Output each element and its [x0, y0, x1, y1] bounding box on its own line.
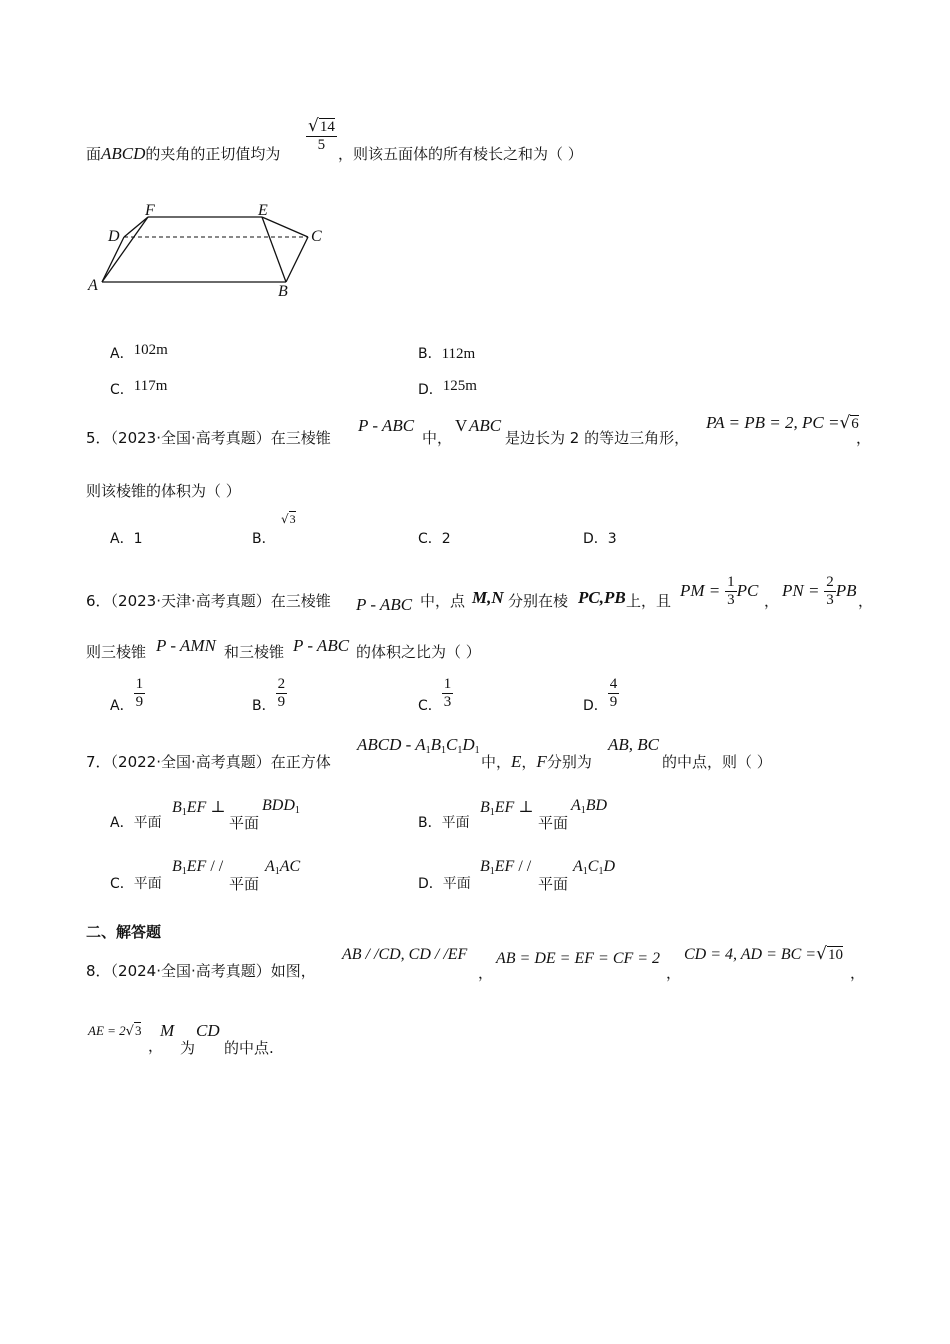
- q7-c-math2: $A_1AC$: [265, 858, 301, 877]
- q5-option-a[interactable]: A．1: [110, 531, 143, 547]
- q4-fraction: [306, 118, 337, 154]
- q4-math-abcd: ABCD: [101, 144, 146, 163]
- q8-math-cd: CD: [196, 1021, 220, 1040]
- q6-math-pn: PN = $\frac{2}{3}$ PB: [782, 574, 857, 608]
- label-c: C: [311, 228, 322, 245]
- q7-d-math2: $A_1C_1D$: [573, 858, 616, 877]
- q7-option-d[interactable]: D．平面: [418, 876, 471, 892]
- q8-stem-line1: 8．（2024·全国·高考真题）如图，: [86, 962, 316, 980]
- q5-math-pa-pb-pc: PA = PB = 2, PC =√6: [706, 413, 859, 433]
- q4-text-a: 面: [86, 145, 102, 163]
- q5-option-b-value: √3: [281, 512, 296, 526]
- q6-stem-line1: 6．（2023·天津·高考真题）在三棱锥: [86, 592, 331, 610]
- sqrt-icon: √: [839, 413, 851, 433]
- q8-math-m: M: [160, 1021, 175, 1040]
- q5-option-b[interactable]: B．: [252, 531, 276, 547]
- q7-a-math2: $BDD_1$: [262, 797, 300, 816]
- triangle-icon: V: [455, 416, 468, 435]
- q6-math-pm: PM = $\frac{1}{3}$ PC: [680, 574, 759, 608]
- q5-stem-line2: 则该棱锥的体积为（ ）: [86, 482, 241, 500]
- label-a: A: [88, 277, 98, 294]
- label-d: D: [108, 228, 120, 245]
- q6-math-pabc-2: P - ABC: [293, 636, 350, 655]
- q5-option-c[interactable]: C．2: [418, 531, 451, 547]
- q5-option-d[interactable]: D．3: [583, 531, 617, 547]
- label-f: F: [145, 202, 155, 219]
- q5-text-zhong: 中，: [422, 429, 453, 447]
- q7-c-math: $B_1EF$ / /: [172, 858, 224, 877]
- q4-text-b: 的夹角的正切值均为: [145, 145, 281, 163]
- sqrt-icon: √: [125, 1024, 134, 1039]
- q5-stem-line1: 5．（2023·全国·高考真题）在三棱锥: [86, 429, 331, 447]
- label-b: B: [278, 283, 288, 300]
- q6-option-d[interactable]: D． $\frac{4}{9}$: [583, 676, 618, 714]
- q4-text-c: ，则该五面体的所有棱长之和为（ ）: [338, 145, 583, 163]
- q6-stem-line2: 则三棱锥: [86, 643, 147, 661]
- q7-option-b[interactable]: B．平面: [418, 815, 470, 831]
- q7-math-cube: ABCD - $A_1B_1C_1D_1$: [357, 735, 480, 756]
- q5-math-pabc: P - ABC: [358, 416, 415, 435]
- q4-option-a[interactable]: A．102m: [110, 342, 168, 362]
- label-e: E: [258, 202, 268, 219]
- section-heading: 二、解答题: [86, 923, 162, 941]
- q7-stem-line: 7．（2022·全国·高考真题）在正方体: [86, 753, 331, 771]
- edge-af: [102, 217, 148, 282]
- q4-frac-num: 14: [319, 119, 335, 135]
- q4-option-b[interactable]: B．112m: [418, 346, 476, 362]
- q5-text-equilateral: 是边长为 2 的等边三角形，: [505, 429, 690, 447]
- q7-option-a[interactable]: A．平面: [110, 815, 162, 831]
- q4-frac-den: 5: [317, 137, 326, 153]
- q6-math-mn: M,N: [472, 588, 504, 607]
- sqrt-icon: √: [308, 116, 319, 136]
- q8-math-parallel: AB / /CD, CD / /EF: [342, 946, 468, 963]
- q6-option-c[interactable]: C． $\frac{1}{3}$: [418, 676, 452, 714]
- q6-math-pabc: P - ABC: [356, 595, 413, 614]
- q5-math-abc: ABC: [469, 416, 502, 435]
- q6-option-a[interactable]: A． $\frac{1}{9}$: [110, 676, 144, 714]
- q8-math-ae: AE = 2√3: [88, 1023, 142, 1039]
- q4-option-c[interactable]: C．117m: [110, 378, 168, 398]
- q7-d-math: $B_1EF$ / /: [480, 858, 532, 877]
- q6-math-pamn: P - AMN: [156, 636, 216, 655]
- sqrt-icon: √: [816, 944, 827, 964]
- q7-text-mid: 中，E，F分别为: [481, 752, 592, 771]
- q6-math-pcpb: PC,PB: [578, 588, 626, 607]
- edge-eb: [262, 217, 286, 282]
- q6-option-b[interactable]: B． $\frac{2}{9}$: [252, 676, 286, 714]
- q8-math-cd-ad: CD = 4, AD = BC =√10: [684, 944, 843, 964]
- q4-option-d[interactable]: D．125m: [418, 378, 477, 398]
- q8-math-lengths: AB = DE = EF = CF = 2: [496, 950, 661, 967]
- q7-b-math: $B_1EF$ ⊥: [480, 799, 534, 818]
- q7-math-ab-bc: AB, BC: [608, 735, 659, 754]
- q4-pentahedron-figure: [80, 195, 340, 305]
- sqrt-icon: √: [281, 512, 289, 526]
- q7-a-math: $B_1EF$ ⊥: [172, 799, 226, 818]
- q4-stem-line: [86, 143, 280, 164]
- edge-bc: [286, 237, 308, 282]
- q7-b-math2: $A_1BD$: [571, 797, 608, 816]
- q7-option-c[interactable]: C．平面: [110, 876, 162, 892]
